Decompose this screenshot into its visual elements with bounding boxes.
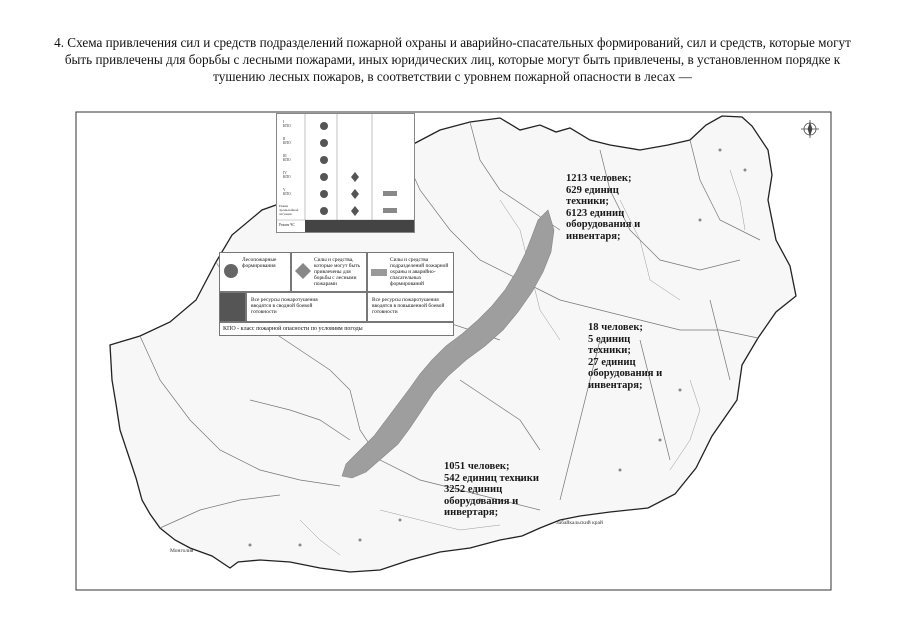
legend-label-forest-units: Лесопожарные формирования	[242, 257, 277, 269]
legend-cell-attracted-forces	[291, 252, 367, 292]
stat-east: 18 человек; 5 единиц техники; 27 единиц оборудования и инвентаря;	[588, 322, 663, 391]
legend-cell-fire-units	[367, 252, 454, 292]
legend-note-row	[219, 322, 454, 336]
legend-label-attracted-forces: Силы и средства, которые могут быть привлечены для борьбы с лесными пожарами	[314, 257, 360, 287]
legend-note: КПО - класс пожарной опасности по условиям погоды	[223, 326, 363, 332]
stat-south: 1051 человек; 542 единиц техники 3252 единиц оборудования и инвертаря;	[444, 461, 539, 518]
legend-row-4: IV КПО	[283, 171, 291, 179]
legend-row-6: Режим чрезвычайной ситуации	[279, 204, 299, 216]
legend-markers	[320, 122, 397, 216]
legend-footer: Режим ЧС	[279, 223, 295, 227]
legend-resources	[219, 252, 454, 336]
legend-row-5: V КПО	[283, 188, 291, 196]
legend-label-combined-readiness: Все ресурсы пожаротушения вводятся в сводной боевой готовности	[251, 297, 318, 315]
page-title: 4. Схема привлечения сил и средств подразделений пожарной охраны и аварийно-спасательных формирований, сил и средств, которые могут быть привлечены для борьбы с лесными пожарами, иных юридических лиц, которые могут быть привлечены, в установленном порядке к тушению лесных пожаров, в соответствии с уровнем пожарной опасности в лесах —	[54, 35, 851, 84]
legend-cell-raised-readiness	[367, 292, 454, 322]
legend-label-raised-readiness: Все ресурсы пожаротушения вводятся в повышенной боевой готовности	[372, 297, 445, 315]
legend-cell-forest-units	[219, 252, 291, 292]
legend-row-3: III КПО	[283, 154, 291, 162]
legend-row-1: I КПО	[283, 120, 291, 128]
label-mongolia: Монголия	[170, 548, 194, 554]
legend-label-fire-units: Силы и средства подразделений пожарной охраны и аварийно-спасательных формирований	[390, 257, 449, 287]
forest-units-marker	[222, 262, 242, 282]
stat-north: 1213 человек; 629 единиц техники; 6123 единиц оборудования и инвентаря;	[566, 173, 641, 242]
fire-units-marker	[370, 267, 390, 279]
label-zabaikalsky-kray: Забайкальский край	[556, 520, 603, 526]
legend-dark-cell	[219, 292, 246, 322]
legend-row-2: II КПО	[283, 137, 291, 145]
legend-cell-combined-readiness	[246, 292, 367, 322]
compass-icon	[801, 120, 819, 138]
legend-fire-danger-classes	[276, 113, 415, 233]
attracted-forces-marker	[294, 262, 314, 282]
